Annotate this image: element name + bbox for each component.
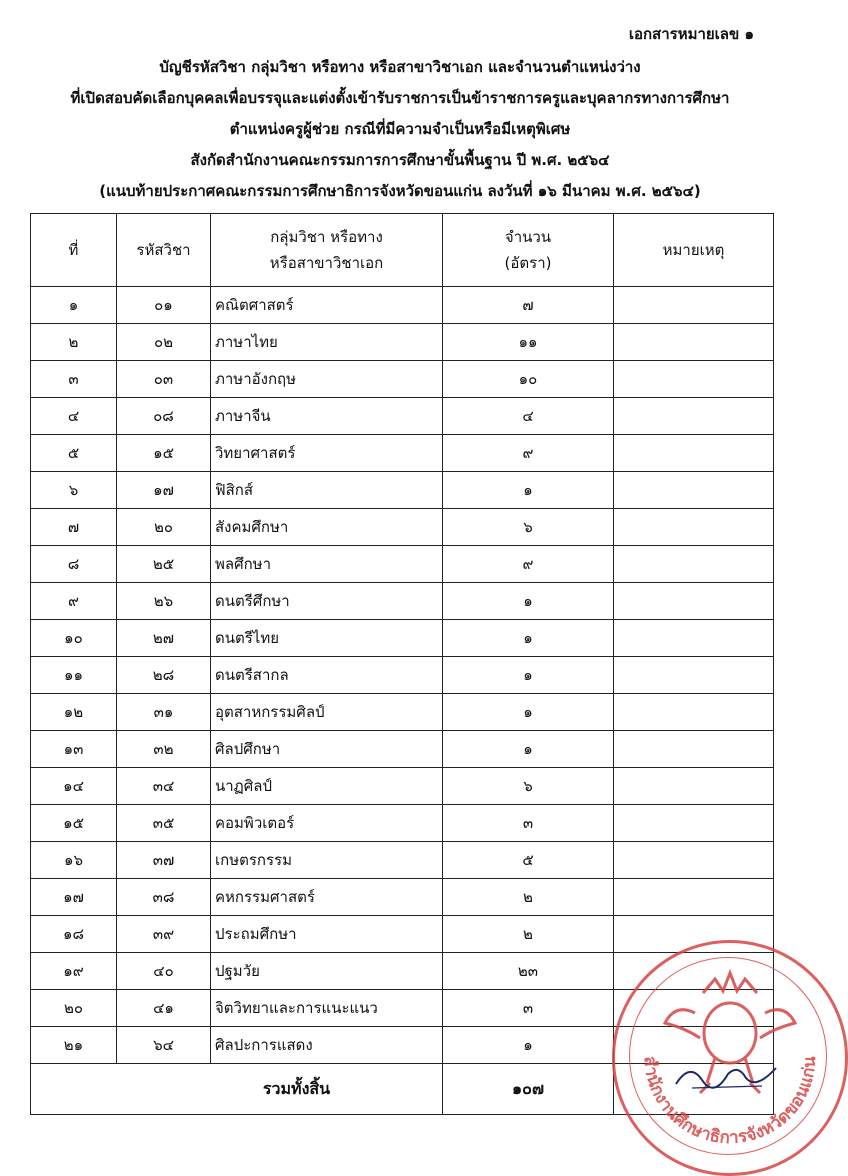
header-subject-line1: กลุ่มวิชา หรือทาง (270, 228, 383, 246)
row-no: ๑๓ (31, 731, 117, 768)
row-remark (614, 1027, 774, 1064)
header-remark: หมายเหตุ (614, 214, 774, 287)
row-no: ๒๑ (31, 1027, 117, 1064)
row-count: ๑ (443, 472, 614, 509)
row-code: ๒๖ (117, 583, 211, 620)
row-count: ๒ (443, 916, 614, 953)
row-no: ๓ (31, 361, 117, 398)
row-subject: จิตวิทยาและการแนะแนว (211, 990, 443, 1027)
row-count: ๒ (443, 879, 614, 916)
row-code: ๓๒ (117, 731, 211, 768)
table-row (31, 879, 774, 916)
table-row (31, 805, 774, 842)
table-row (31, 990, 774, 1027)
header-subject (211, 214, 443, 287)
row-subject: ศิลปศึกษา (211, 731, 443, 768)
row-code: ๒๕ (117, 546, 211, 583)
row-subject: ดนตรีสากล (211, 657, 443, 694)
title-line-2: ที่เปิดสอบคัดเลือกบุคคลเพื่อบรรจุและแต่งตั้งเข้ารับราชการเป็นข้าราชการครูและบุคลากรทางการศึกษา (70, 89, 730, 107)
total-count: ๑๐๗ (443, 1064, 614, 1115)
row-subject: ฟิสิกส์ (211, 472, 443, 509)
table-row (31, 657, 774, 694)
header-count-line1: จำนวน (504, 228, 552, 246)
row-count: ๑ (443, 583, 614, 620)
total-row (31, 1064, 774, 1115)
row-subject: พลศึกษา (211, 546, 443, 583)
row-no: ๑๑ (31, 657, 117, 694)
row-count: ๙ (443, 435, 614, 472)
total-label: รวมทั้งสิ้น (31, 1064, 443, 1115)
table-header-row (31, 214, 774, 287)
row-subject: ดนตรีไทย (211, 620, 443, 657)
row-no: ๒ (31, 324, 117, 361)
row-remark (614, 361, 774, 398)
row-no: ๑ (31, 287, 117, 324)
row-code: ๓๘ (117, 879, 211, 916)
table-body (31, 287, 774, 1064)
row-remark (614, 879, 774, 916)
title-line-3: ตำแหน่งครูผู้ช่วย กรณีที่มีความจำเป็นหรือมีเหตุพิเศษ (229, 120, 571, 138)
table-row (31, 472, 774, 509)
row-remark (614, 694, 774, 731)
row-count: ๑ (443, 731, 614, 768)
row-no: ๕ (31, 435, 117, 472)
row-count: ๑ (443, 694, 614, 731)
row-subject: ภาษาไทย (211, 324, 443, 361)
row-remark (614, 953, 774, 990)
row-subject: เกษตรกรรม (211, 842, 443, 879)
row-remark (614, 620, 774, 657)
row-code: ๒๐ (117, 509, 211, 546)
row-code: ๖๔ (117, 1027, 211, 1064)
row-no: ๙ (31, 583, 117, 620)
row-subject: นาฏศิลป์ (211, 768, 443, 805)
row-code: ๓๕ (117, 805, 211, 842)
row-code: ๐๒ (117, 324, 211, 361)
row-code: ๐๓ (117, 361, 211, 398)
row-remark (614, 583, 774, 620)
table-row (31, 546, 774, 583)
row-code: ๒๗ (117, 620, 211, 657)
table-row (31, 731, 774, 768)
header-code: รหัสวิชา (117, 214, 211, 287)
row-remark (614, 768, 774, 805)
row-no: ๗ (31, 509, 117, 546)
row-no: ๒๐ (31, 990, 117, 1027)
row-no: ๑๕ (31, 805, 117, 842)
title-block (0, 52, 800, 207)
row-count: ๕ (443, 842, 614, 879)
row-remark (614, 842, 774, 879)
row-code: ๑๕ (117, 435, 211, 472)
total-remark (614, 1064, 774, 1115)
row-subject: ภาษาจีน (211, 398, 443, 435)
row-no: ๑๔ (31, 768, 117, 805)
row-count: ๓ (443, 805, 614, 842)
row-code: ๐๑ (117, 287, 211, 324)
row-subject: สังคมศึกษา (211, 509, 443, 546)
title-line-1: บัญชีรหัสวิชา กลุ่มวิชา หรือทาง หรือสาขาวิชาเอก และจำนวนตำแหน่งว่าง (159, 58, 641, 76)
header-no: ที่ (31, 214, 117, 287)
row-no: ๔ (31, 398, 117, 435)
row-count: ๑ (443, 657, 614, 694)
row-count: ๓ (443, 990, 614, 1027)
row-subject: ศิลปะการแสดง (211, 1027, 443, 1064)
row-count: ๑ (443, 620, 614, 657)
table-row (31, 287, 774, 324)
table-row (31, 509, 774, 546)
table-row (31, 1027, 774, 1064)
row-count: ๗ (443, 287, 614, 324)
row-no: ๖ (31, 472, 117, 509)
row-code: ๑๗ (117, 472, 211, 509)
table-row (31, 842, 774, 879)
row-count: ๖ (443, 509, 614, 546)
row-code: ๓๑ (117, 694, 211, 731)
row-remark (614, 324, 774, 361)
row-count: ๑๑ (443, 324, 614, 361)
row-count: ๑๐ (443, 361, 614, 398)
row-subject: ปฐมวัย (211, 953, 443, 990)
row-remark (614, 509, 774, 546)
row-subject: อุตสาหกรรมศิลป์ (211, 694, 443, 731)
row-no: ๑๖ (31, 842, 117, 879)
table-row (31, 953, 774, 990)
table-row (31, 694, 774, 731)
row-subject: คอมพิวเตอร์ (211, 805, 443, 842)
row-remark (614, 546, 774, 583)
row-subject: ดนตรีศึกษา (211, 583, 443, 620)
row-subject: คณิตศาสตร์ (211, 287, 443, 324)
row-remark (614, 398, 774, 435)
row-no: ๑๙ (31, 953, 117, 990)
table-row (31, 398, 774, 435)
row-count: ๑ (443, 1027, 614, 1064)
row-remark (614, 916, 774, 953)
row-subject: ประถมศึกษา (211, 916, 443, 953)
header-subject-line2: หรือสาขาวิชาเอก (269, 254, 384, 272)
table-row (31, 768, 774, 805)
row-remark (614, 990, 774, 1027)
row-code: ๓๔ (117, 768, 211, 805)
row-no: ๑๐ (31, 620, 117, 657)
row-count: ๙ (443, 546, 614, 583)
row-code: ๔๑ (117, 990, 211, 1027)
table-row (31, 620, 774, 657)
row-remark (614, 435, 774, 472)
row-count: ๖ (443, 768, 614, 805)
row-subject: คหกรรมศาสตร์ (211, 879, 443, 916)
row-remark (614, 472, 774, 509)
row-subject: วิทยาศาสตร์ (211, 435, 443, 472)
table-row (31, 583, 774, 620)
row-remark (614, 287, 774, 324)
row-no: ๑๘ (31, 916, 117, 953)
table-row (31, 324, 774, 361)
row-code: ๓๙ (117, 916, 211, 953)
document-number: เอกสารหมายเลข ๑ (628, 25, 754, 43)
row-code: ๐๘ (117, 398, 211, 435)
svg-text:สำนักงานศึกษาธิการจังหวัดขอนแก: สำนักงานศึกษาธิการจังหวัดขอนแก่น (639, 1055, 821, 1149)
header-count (443, 214, 614, 287)
row-remark (614, 657, 774, 694)
table-row (31, 916, 774, 953)
row-no: ๑๗ (31, 879, 117, 916)
table-row (31, 361, 774, 398)
row-count: ๔ (443, 398, 614, 435)
row-subject: ภาษาอังกฤษ (211, 361, 443, 398)
header-count-line2: (อัตรา) (504, 254, 552, 272)
table-row (31, 435, 774, 472)
row-code: ๓๗ (117, 842, 211, 879)
row-remark (614, 805, 774, 842)
row-remark (614, 731, 774, 768)
row-no: ๑๒ (31, 694, 117, 731)
title-line-5: (แนบท้ายประกาศคณะกรรมการศึกษาธิการจังหวัดขอนแก่น ลงวันที่ ๑๖ มีนาคม พ.ศ. ๒๕๖๔) (99, 182, 701, 200)
positions-table (30, 213, 774, 1115)
title-line-4: สังกัดสำนักงานคณะกรรมการการศึกษาขั้นพื้นฐาน ปี พ.ศ. ๒๕๖๔ (190, 151, 610, 169)
row-code: ๔๐ (117, 953, 211, 990)
row-no: ๘ (31, 546, 117, 583)
row-code: ๒๘ (117, 657, 211, 694)
row-count: ๒๓ (443, 953, 614, 990)
